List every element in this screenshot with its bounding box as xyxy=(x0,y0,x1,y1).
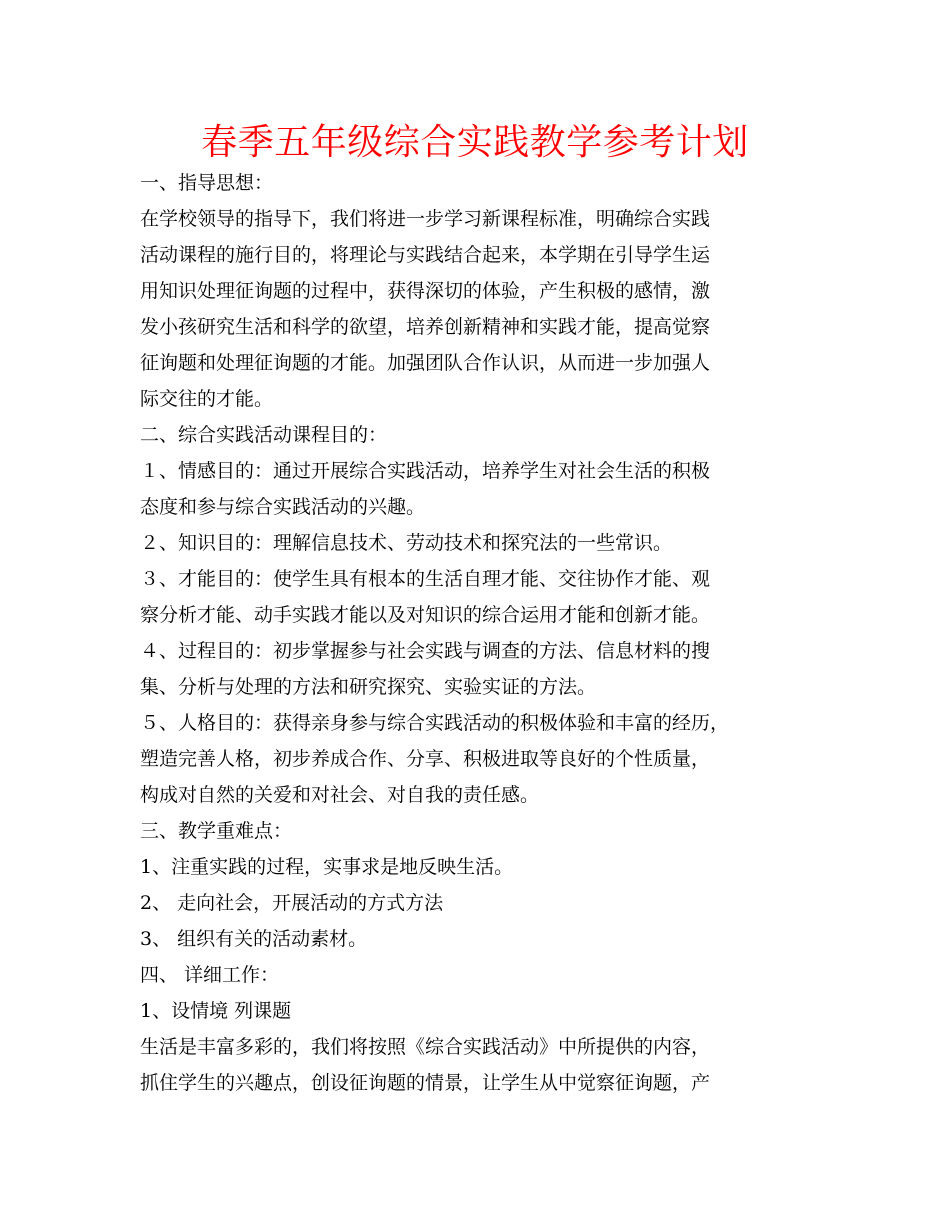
paragraph-line: 际交往的才能。 xyxy=(140,388,274,410)
list-item-line: 3、 组织有关的活动素材。 xyxy=(140,928,368,950)
list-item-line: ５、人格目的：获得亲身参与综合实践活动的积极体验和丰富的经历， xyxy=(140,712,730,734)
paragraph-line: 在学校领导的指导下，我们将进一步学习新课程标准，明确综合实践 xyxy=(140,208,711,230)
list-item-line: 2、 走向社会，开展活动的方式方法 xyxy=(140,892,444,914)
list-item-line: 构成对自然的关爱和对社会、对自我的责任感。 xyxy=(140,784,540,806)
list-item-line: 态度和参与综合实践活动的兴趣。 xyxy=(140,496,426,518)
paragraph-line: 生活是丰富多彩的，我们将按照《综合实践活动》中所提供的内容， xyxy=(140,1036,711,1058)
list-item-line: 塑造完善人格，初步养成合作、分享、积极进取等良好的个性质量， xyxy=(140,748,711,770)
document-title: 春季五年级综合实践教学参考计划 xyxy=(201,122,749,163)
list-item-line: 察分析才能、动手实践才能以及对知识的综合运用才能和创新才能。 xyxy=(140,604,711,626)
list-item-line: 集、分析与处理的方法和研究探究、实验实证的方法。 xyxy=(140,676,597,698)
subsection-heading: 1、设情境 列课题 xyxy=(140,1000,292,1022)
paragraph-line: 活动课程的施行目的，将理论与实践结合起来，本学期在引导学生运 xyxy=(140,244,711,266)
list-item-line: ２、知识目的：理解信息技术、劳动技术和探究法的一些常识。 xyxy=(140,532,673,554)
section-heading-guiding-ideology: 一、指导思想： xyxy=(140,172,274,194)
paragraph-line: 发小孩研究生活和科学的欲望，培养创新精神和实践才能，提高觉察 xyxy=(140,316,711,338)
paragraph-line: 用知识处理征询题的过程中，获得深切的体验，产生积极的感情，激 xyxy=(140,280,711,302)
paragraph-line: 抓住学生的兴趣点，创设征询题的情景，让学生从中觉察征询题，产 xyxy=(140,1072,711,1094)
list-item-line: ４、过程目的：初步掌握参与社会实践与调查的方法、信息材料的搜 xyxy=(140,640,711,662)
paragraph-line: 征询题和处理征询题的才能。加强团队合作认识，从而进一步加强人 xyxy=(140,352,711,374)
document-body xyxy=(140,165,830,1101)
section-heading-key-difficulties: 三、教学重难点： xyxy=(140,820,293,842)
list-item-line: １、情感目的：通过开展综合实践活动，培养学生对社会生活的积极 xyxy=(140,460,711,482)
section-heading-course-goals: 二、综合实践活动课程目的： xyxy=(140,424,388,446)
list-item-line: 1、注重实践的过程，实事求是地反映生活。 xyxy=(140,856,514,878)
section-heading-detailed-work: 四、 详细工作： xyxy=(140,964,280,986)
list-item-line: ３、才能目的：使学生具有根本的生活自理才能、交往协作才能、观 xyxy=(140,568,711,590)
